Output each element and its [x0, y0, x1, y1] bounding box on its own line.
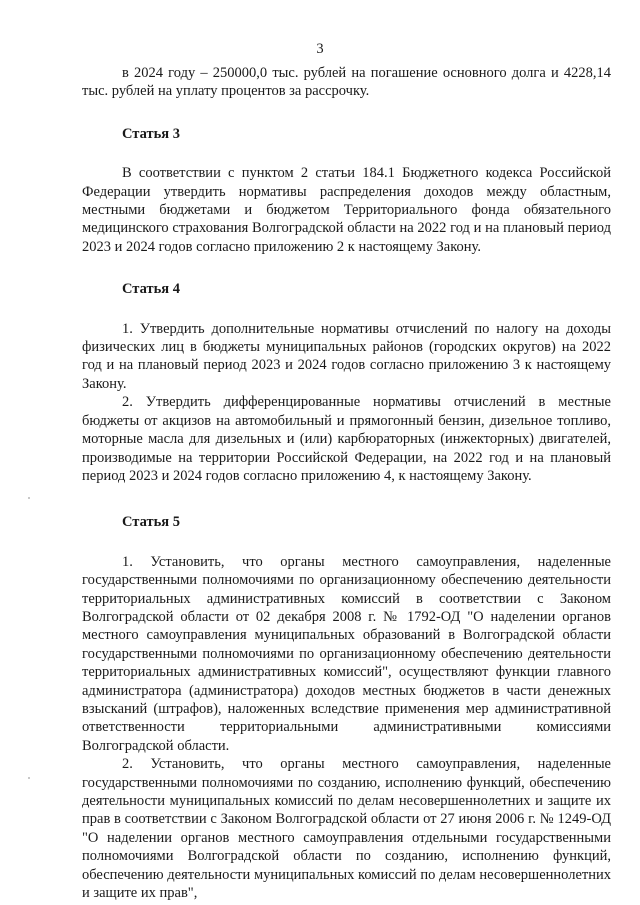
- scan-margin-mark: [28, 497, 30, 499]
- page-number: 3: [316, 41, 324, 57]
- document-body: [82, 64, 611, 902]
- article-4-heading: Статья 4: [122, 281, 180, 298]
- article-4-item-1: 1. Утвердить дополнительные нормативы отчислений по налогу на доходы физических лиц в бюджеты муниципальных районов (городских округов) на 2022 год и на плановый период 2023 и 2024 годов согласно приложению 3 к настоящему Закону.: [82, 320, 611, 392]
- scan-margin-mark: [28, 777, 30, 779]
- article-4-item-2: 2. Утвердить дифференцированные нормативы отчислений в местные бюджеты от акцизов на автомобильный и прямогонный бензин, дизельное топливо, моторные масла для дизельных и (или) карбюраторных (инжекторных) двигателей, производимые на территории Российской Федерации, на 2022 год и на плановый период 2023 и 2024 годов согласно приложению 4, к настоящему Закону.: [82, 394, 611, 484]
- article-3-paragraph: В соответствии с пунктом 2 статьи 184.1 Бюджетного кодекса Российской Федерации утвердить нормативы распределения доходов между областным, местными бюджетами и бюджетом Территориального фонда обязательного медицинского страхования Волгоградской области на 2022 год и на плановый период 2023 и 2024 годов согласно приложению 2 к настоящему Закону.: [82, 165, 611, 255]
- article-3-heading: Статья 3: [122, 125, 180, 142]
- article-5-heading: Статья 5: [122, 514, 180, 531]
- article-5-item-2: 2. Установить, что органы местного самоуправления, наделенные государственными полномочиями по созданию, исполнению функций, обеспечению деятельности муниципальных комиссий по делам несовершеннолетних и защите их прав в соответствии с Законом Волгоградской области от 27 июня 2006 г. № 1249-ОД "О наделении органов местного самоуправления отдельными государственными полномочиями Волгоградской области по созданию, исполнению функций, обеспечению деятельности муниципальных комиссий по делам несовершеннолетних и защите их прав",: [82, 756, 611, 902]
- article-5-item-1: 1. Установить, что органы местного самоуправления, наделенные государственными полномочиями по организационному обеспечению деятельности территориальных административных комиссий в соответствии с Законом Волгоградской области от 02 декабря 2008 г. № 1792-ОД "О наделении органов местного самоуправления муниципальных образований в Волгоградской области государственными полномочиями по организационному обеспечению деятельности территориальных административных комиссий", осуществляют функции главного администратора (администратора) доходов местных бюджетов в части денежных взысканий (штрафов), наложенных вследствие применения мер административной ответственности территориальными административными комиссиями Волгоградской области.: [82, 553, 611, 754]
- paragraph-debt-repayment: в 2024 году – 250000,0 тыс. рублей на погашение основного долга и 4228,14 тыс. рублей на уплату процентов за рассрочку.: [82, 65, 611, 100]
